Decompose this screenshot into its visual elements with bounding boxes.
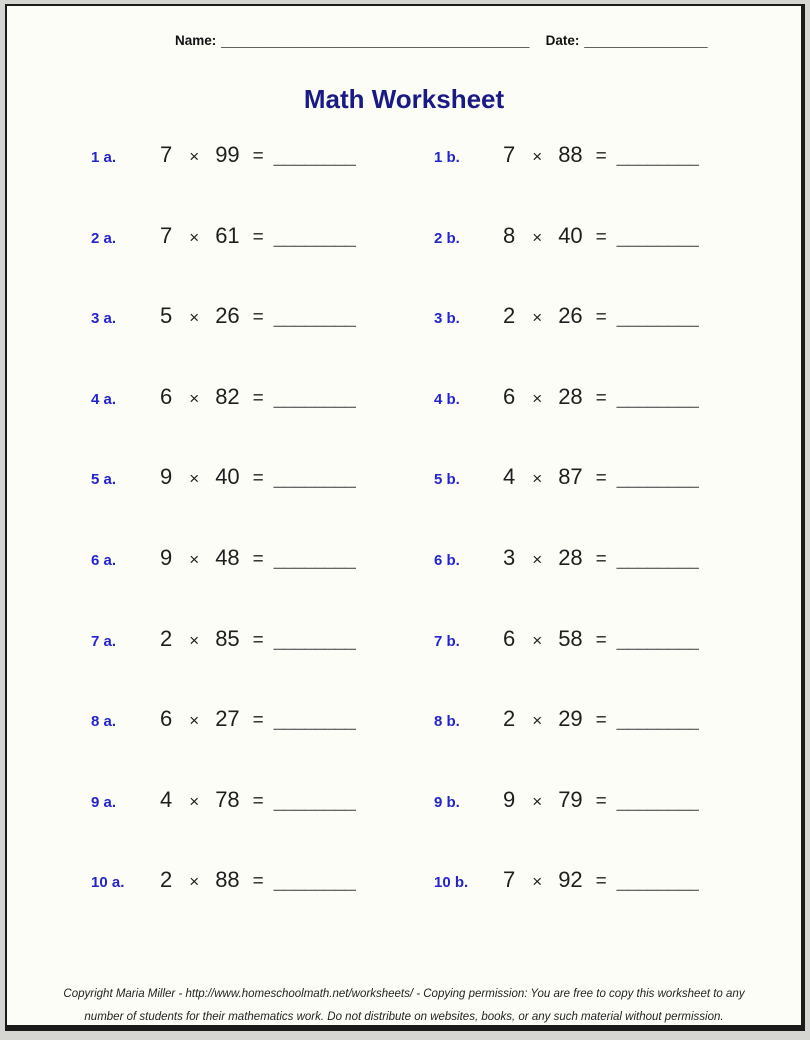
equals-sign: = (595, 790, 607, 812)
copyright-line-1: Copyright Maria Miller - http://www.homeschoolmath.net/worksheets/ - Copying permission: You are free to copy this worksheet to any (63, 988, 745, 1000)
problem-cell (404, 706, 801, 787)
equals-sign: = (252, 226, 264, 248)
factor-1: 8 (503, 222, 516, 248)
factor-2: 99 (215, 142, 240, 167)
answer-blank-line: ________ (616, 789, 698, 812)
factor-1: 6 (160, 383, 173, 409)
equals-sign: = (252, 387, 264, 409)
multiply-icon: × (189, 872, 200, 892)
equals-sign: = (595, 710, 607, 732)
multiply-icon: × (532, 227, 543, 247)
equals-sign: = (595, 871, 607, 893)
problem-number: 10 b. (434, 874, 469, 892)
factor-2: 79 (558, 786, 583, 812)
factor-2: 26 (558, 303, 583, 329)
factor-2: 85 (215, 625, 240, 651)
problem-cell (7, 223, 404, 304)
multiply-icon: × (532, 711, 543, 731)
equals-sign: = (595, 629, 607, 651)
answer-blank-line: ________ (616, 709, 698, 732)
problem-cell (404, 867, 801, 948)
problem-number: 9 b. (434, 793, 460, 811)
answer-blank-line: ________ (273, 386, 355, 409)
factor-1: 2 (160, 867, 173, 893)
multiply-icon: × (532, 147, 543, 166)
equals-sign: = (595, 146, 607, 167)
problem-cell (7, 787, 404, 868)
multiply-icon: × (189, 630, 200, 650)
problem-number: 4 b. (434, 390, 460, 408)
answer-blank-line: ________ (616, 547, 698, 570)
answer-blank-line: ________ (616, 225, 698, 248)
answer-blank-line: ________ (616, 870, 698, 893)
problem-cell (404, 303, 801, 384)
equals-sign: = (252, 146, 264, 167)
factor-1: 9 (160, 544, 173, 570)
problem-number: 6 b. (434, 551, 460, 569)
multiply-icon: × (189, 711, 200, 731)
answer-blank-line: ________ (616, 628, 698, 651)
factor-1: 2 (503, 303, 516, 329)
date-label: Date: (545, 33, 580, 48)
answer-blank-line: ________ (273, 547, 355, 570)
answer-blank-line: ________ (273, 628, 355, 651)
problem-number: 9 a. (91, 793, 117, 811)
equals-sign: = (252, 629, 264, 651)
factor-2: 28 (558, 544, 583, 570)
factor-2: 82 (215, 383, 240, 409)
equals-sign: = (252, 710, 264, 732)
answer-blank-line: ________ (273, 467, 355, 490)
factor-1: 4 (160, 786, 173, 812)
problems-grid (7, 142, 801, 948)
multiply-icon: × (189, 791, 200, 811)
problem-number: 2 b. (434, 229, 460, 247)
problem-number: 7 a. (91, 632, 117, 650)
problem-number: 7 b. (434, 632, 460, 650)
problem-number: 1 b. (434, 149, 460, 166)
copyright-footer (7, 983, 801, 1029)
factor-1: 4 (503, 464, 516, 490)
problem-cell (404, 545, 801, 626)
name-label: Name: (175, 33, 217, 48)
equals-sign: = (252, 548, 264, 570)
factor-1: 6 (503, 383, 516, 409)
equals-sign: = (595, 387, 607, 409)
factor-1: 9 (160, 464, 173, 490)
factor-1: 3 (503, 544, 516, 570)
factor-2: 88 (215, 867, 240, 893)
factor-2: 26 (215, 303, 240, 329)
copyright-line-2: number of students for their mathematics work. Do not distribute on websites, books, or any such material without permission. (84, 1011, 724, 1023)
factor-1: 6 (160, 706, 173, 732)
answer-blank-line: ________ (273, 789, 355, 812)
answer-blank-line: ________ (616, 145, 698, 167)
equals-sign: = (595, 468, 607, 490)
equals-sign: = (252, 307, 264, 329)
factor-1: 2 (503, 706, 516, 732)
factor-2: 27 (215, 706, 240, 732)
multiply-icon: × (532, 469, 543, 489)
multiply-icon: × (189, 227, 200, 247)
factor-1: 7 (503, 867, 516, 893)
factor-2: 28 (558, 383, 583, 409)
factor-2: 78 (215, 786, 240, 812)
factor-1: 9 (503, 786, 516, 812)
answer-blank-line: ________ (273, 145, 355, 167)
factor-2: 29 (558, 706, 583, 732)
equals-sign: = (595, 226, 607, 248)
problem-cell (7, 142, 404, 223)
problem-cell (7, 867, 404, 948)
factor-2: 48 (215, 544, 240, 570)
factor-2: 87 (558, 464, 583, 490)
problem-cell (404, 384, 801, 465)
factor-1: 2 (160, 625, 173, 651)
problem-number: 10 a. (91, 874, 125, 892)
multiply-icon: × (189, 147, 200, 166)
problem-cell (7, 706, 404, 787)
problem-number: 6 a. (91, 551, 117, 569)
answer-blank-line: ________ (273, 709, 355, 732)
multiply-icon: × (532, 872, 543, 892)
multiply-icon: × (189, 549, 200, 569)
factor-2: 92 (558, 867, 583, 893)
problem-number: 4 a. (91, 390, 117, 408)
problem-cell (7, 303, 404, 384)
worksheet-page (5, 4, 805, 1031)
factor-2: 88 (558, 142, 583, 167)
factor-1: 5 (160, 303, 173, 329)
equals-sign: = (595, 548, 607, 570)
problem-cell (404, 464, 801, 545)
multiply-icon: × (189, 308, 200, 328)
factor-2: 61 (215, 222, 240, 248)
problem-cell (7, 384, 404, 465)
name-blank-line: ________________________________________ (221, 33, 530, 48)
equals-sign: = (252, 871, 264, 893)
problem-number: 3 b. (434, 310, 460, 328)
equals-sign: = (252, 790, 264, 812)
multiply-icon: × (532, 791, 543, 811)
date-blank-line: ________________ (584, 33, 708, 48)
factor-1: 7 (160, 142, 173, 167)
answer-blank-line: ________ (273, 225, 355, 248)
problem-number: 2 a. (91, 229, 117, 247)
factor-2: 58 (558, 625, 583, 651)
factor-1: 7 (160, 222, 173, 248)
answer-blank-line: ________ (616, 306, 698, 329)
equals-sign: = (595, 307, 607, 329)
equals-sign: = (252, 468, 264, 490)
multiply-icon: × (532, 630, 543, 650)
answer-blank-line: ________ (616, 467, 698, 490)
multiply-icon: × (189, 388, 200, 408)
header-row (175, 33, 781, 48)
answer-blank-line: ________ (273, 870, 355, 893)
factor-2: 40 (558, 222, 583, 248)
problem-cell (7, 464, 404, 545)
factor-2: 40 (215, 464, 240, 490)
problem-cell (404, 787, 801, 868)
problem-number: 1 a. (91, 149, 117, 166)
answer-blank-line: ________ (273, 306, 355, 329)
problem-cell (404, 223, 801, 304)
problem-number: 5 b. (434, 471, 460, 489)
multiply-icon: × (532, 549, 543, 569)
problem-number: 8 b. (434, 713, 460, 731)
problem-number: 5 a. (91, 471, 117, 489)
factor-1: 7 (503, 142, 516, 167)
answer-blank-line: ________ (616, 386, 698, 409)
problem-cell (404, 626, 801, 707)
multiply-icon: × (532, 308, 543, 328)
multiply-icon: × (532, 388, 543, 408)
multiply-icon: × (189, 469, 200, 489)
factor-1: 6 (503, 625, 516, 651)
problem-cell (7, 626, 404, 707)
page-title: Math Worksheet (303, 84, 505, 114)
problem-cell (7, 545, 404, 626)
problem-cell (404, 142, 801, 223)
problem-number: 8 a. (91, 713, 117, 731)
problem-number: 3 a. (91, 310, 117, 328)
